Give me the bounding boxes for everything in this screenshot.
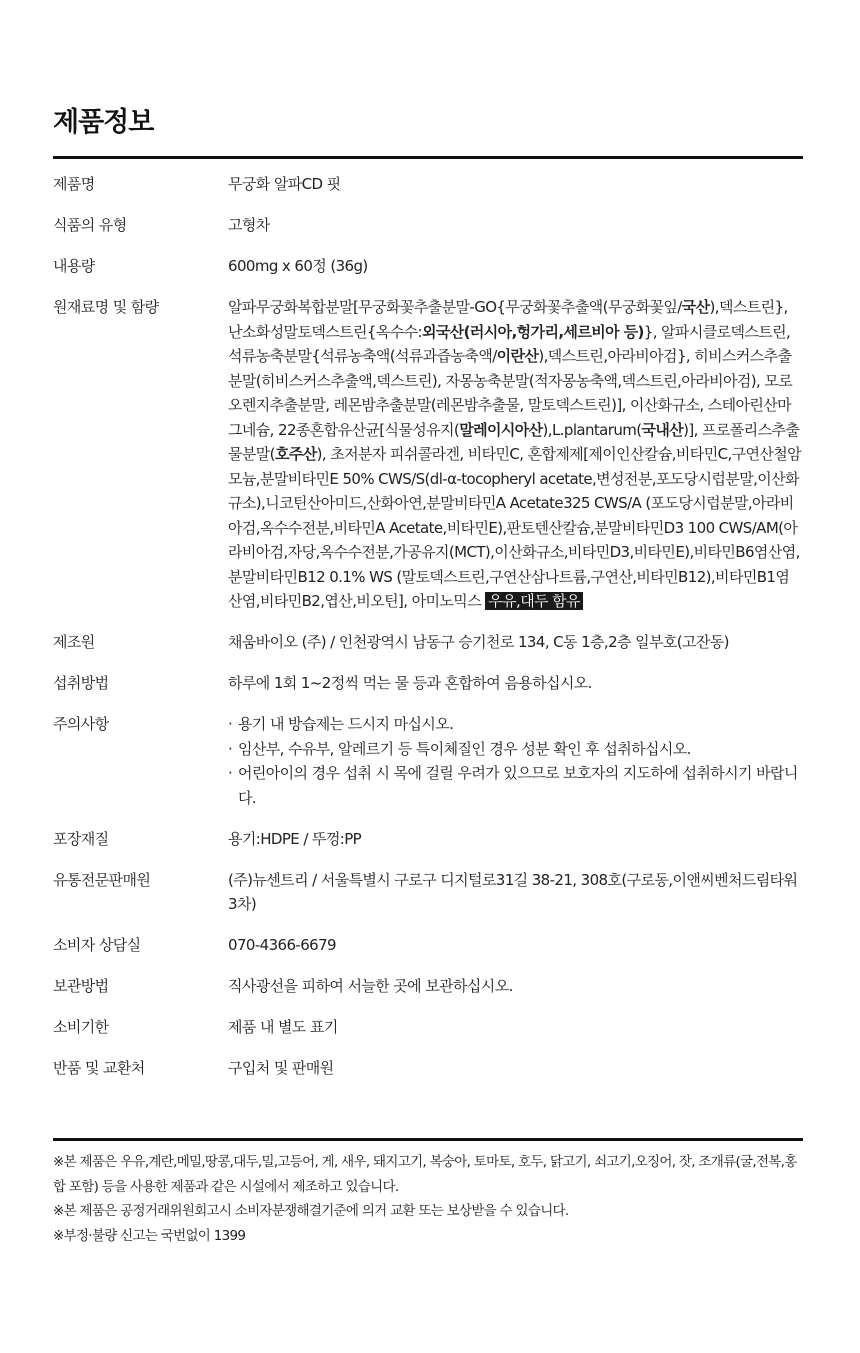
top-divider xyxy=(53,156,803,159)
ingredient-text: )], 프로폴리스추출물분말( xyxy=(228,420,800,463)
row-expiration xyxy=(53,1015,803,1040)
ingredient-text: ),덱스트린,아라비아검}, 히비스커스추출분말(히비스커스추출액,덱스트린), 자몽농축분말(적자몽농축액,덱스트린,아라비아검), 모로오렌지추출분말, 레몬밤추출분말(레몬밤추출물, 말토덱스트린)], 이산화규소, 스테아린산마그네슘, 22종혼합유산균[식물성유지( xyxy=(228,347,793,439)
row-cautions xyxy=(53,712,803,810)
notice-report: ※부정·불량 신고는 국번없이 1399 xyxy=(53,1227,246,1244)
row-label: 섭취방법 xyxy=(53,674,109,692)
row-label: 원재료명 및 함량 xyxy=(53,298,159,316)
row-intake-method xyxy=(53,671,803,696)
origin-emphasis: 호주산 xyxy=(274,445,317,463)
row-packaging xyxy=(53,827,803,852)
ingredient-text: }, 알파시클로덱스트린, 석류농축분말{석류농축액(석류과즙농축액/ xyxy=(228,322,791,365)
row-value: 무궁화 알파CD 핏 xyxy=(228,175,341,193)
origin-emphasis: 국산 xyxy=(681,298,710,316)
row-storage xyxy=(53,974,803,999)
row-label: 주의사항 xyxy=(53,715,109,733)
row-value: 용기:HDPE / 뚜껑:PP xyxy=(228,829,362,848)
caution-item: · 어린아이의 경우 섭취 시 목에 걸릴 우려가 있으므로 보호자의 지도하에 섭취하시기 바랍니다. xyxy=(228,761,803,810)
allergen-badge: 우유,대두 함유 xyxy=(485,592,583,610)
row-label: 소비기한 xyxy=(53,1018,109,1036)
row-label: 보관방법 xyxy=(53,977,109,995)
row-label: 유통전문판매원 xyxy=(53,870,151,889)
cautions-list xyxy=(228,712,803,810)
origin-emphasis: 이란산 xyxy=(496,347,539,365)
row-label: 식품의 유형 xyxy=(53,216,127,234)
row-label: 소비자 상담실 xyxy=(53,936,141,954)
notice-list xyxy=(53,1150,803,1248)
origin-emphasis: 외국산(러시아,헝가리,세르비아 등) xyxy=(421,322,644,341)
row-net-content xyxy=(53,254,803,279)
row-value: 600mg x 60정 (36g) xyxy=(228,257,368,275)
row-label: 포장재질 xyxy=(53,829,109,848)
row-label: 제조원 xyxy=(53,633,95,651)
caution-item: · 임산부, 수유부, 알레르기 등 특이체질인 경우 성분 확인 후 섭취하십시오. xyxy=(228,737,803,762)
ingredient-text: ), 초저분자 피쉬콜라겐, 비타민C, 혼합제제[제이인산칼슘,비타민C,구연산철암모늄,분말비타민E 50% CWS/S(dl-α-tocopheryl acetate,변성전분,포도당시럽분말,이산화규소),니코틴산아미드,산화아연,분말비타민A Acetate325 CWS/A (포도당시럽분말,아라비아검,옥수수전분,비타민A Acetate,비타민E),판토텐산칼슘,분말비타민D3 100 CWS/AM(아라비아검,자당,옥수수전분,가공유지(MCT),이산화규소,비타민D3,비타민E),비타민B6염산염,분말비타민B12 0.1% WS (말토덱스트린,구연산삼나트륨,구연산,비타민B12),비타민B1염산염,비타민B2,엽산,비오틴], 아미노믹스 xyxy=(228,445,802,610)
row-value: 채움바이오 (주) / 인천광역시 남동구 승기천로 134, C동 1층,2층 일부호(고잔동) xyxy=(228,633,729,651)
row-label: 반품 및 교환처 xyxy=(53,1059,145,1077)
row-ingredients xyxy=(53,295,803,614)
row-manufacturer xyxy=(53,630,803,655)
ingredients-value xyxy=(228,295,803,614)
row-value: 제품 내 별도 표기 xyxy=(228,1018,338,1036)
row-distributor xyxy=(53,868,803,917)
row-returns xyxy=(53,1056,803,1081)
row-food-type xyxy=(53,213,803,238)
notice-allergen: ※본 제품은 우유,계란,메밀,땅콩,대두,밀,고등어, 게, 새우, 돼지고기, 복숭아, 토마토, 호두, 닭고기, 쇠고기,오징어, 잣, 조개류(굴,전복,홍합 포함) 등을 사용한 제품과 같은 시설에서 제조하고 있습니다. xyxy=(53,1154,797,1195)
bottom-divider xyxy=(53,1138,803,1141)
product-info-table xyxy=(53,172,803,1081)
ingredient-text: ),L.plantarum( xyxy=(542,420,642,439)
bullet-icon: · xyxy=(228,764,233,782)
row-label: 제품명 xyxy=(53,175,95,193)
row-value: 하루에 1회 1~2정씩 먹는 물 등과 혼합하여 음용하십시오. xyxy=(228,674,592,692)
bullet-icon: · xyxy=(228,739,233,758)
row-consumer-center xyxy=(53,933,803,958)
row-product-name xyxy=(53,172,803,197)
bullet-icon: · xyxy=(228,715,233,733)
origin-emphasis: 말레이시아산 xyxy=(459,420,543,439)
page-title: 제품정보 xyxy=(53,107,154,138)
row-value: 고형차 xyxy=(228,216,270,234)
notice-compensation: ※본 제품은 공정거래위원회고시 소비자분쟁해결기준에 의거 교환 또는 보상받을 수 있습니다. xyxy=(53,1203,569,1219)
row-value: (주)뉴센트리 / 서울특별시 구로구 디지털로31길 38-21, 308호(구로동,이앤씨벤처드림타워 3차) xyxy=(228,870,798,913)
ingredient-text: 알파무궁화복합분말[무궁화꽃추출분말-GO{무궁화꽃추출액(무궁화꽃잎/ xyxy=(228,298,682,316)
row-label: 내용량 xyxy=(53,257,95,275)
origin-emphasis: 국내산 xyxy=(641,420,684,439)
phone-number: 070-4366-6679 xyxy=(228,936,337,954)
ingredient-text: ),덱스트린}, 난소화성말토덱스트린{옥수수: xyxy=(228,298,788,341)
caution-item: · 용기 내 방습제는 드시지 마십시오. xyxy=(228,712,803,737)
row-value: 직사광선을 피하여 서늘한 곳에 보관하십시오. xyxy=(228,977,513,995)
row-value: 구입처 및 판매원 xyxy=(228,1059,334,1077)
